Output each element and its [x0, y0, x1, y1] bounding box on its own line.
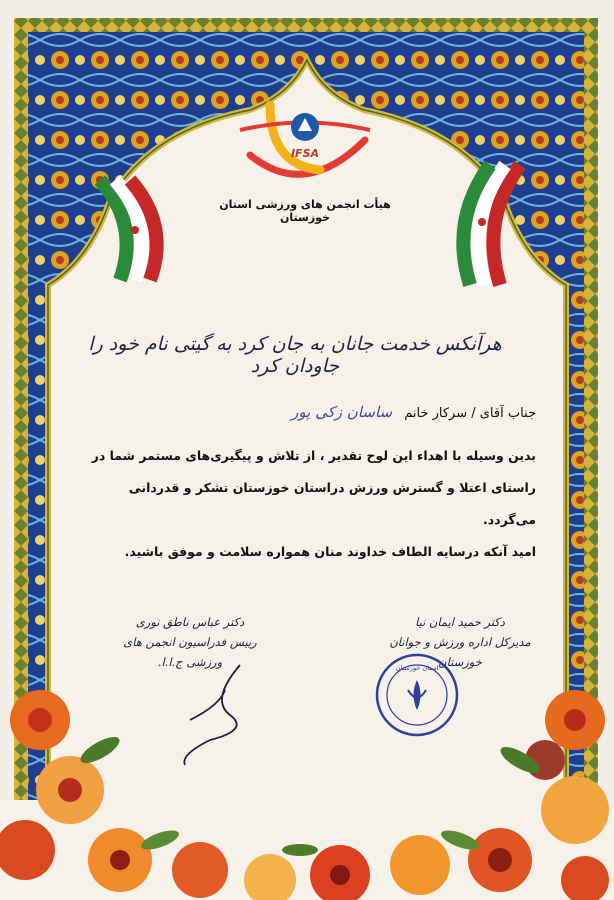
organization-title: هیأت انجمن های ورزشی استان خوزستان [219, 198, 391, 224]
signatory-right-name: دکتر حمید ایمان نیا [415, 615, 505, 629]
certificate-body [86, 440, 536, 568]
recipient-prefix: جناب آقای / سرکار خانم [404, 406, 536, 421]
signatory-left-title-1: رییس فدراسیون انجمن های [123, 635, 257, 649]
certificate-slogan: هرآنکس خدمت جانان به جان کرد به گیتی نام خود را جاودان کرد [88, 333, 502, 377]
recipient-line [106, 403, 536, 421]
flag-ribbon-left-icon [90, 175, 200, 285]
ifsa-logo [230, 85, 380, 195]
signatory-left-title-2: ورزشی ج.ا.ا. [157, 655, 223, 669]
signatory-left-name: دکتر عباس ناطق نوری [135, 615, 245, 629]
body-line-3: امید آنکه درسایه الطاف خداوند منان همواره سلامت و موفق باشید. [124, 544, 536, 559]
stamp-text: استان خوزستان [395, 664, 439, 672]
body-line-2: راستای اعتلا و گسترش ورزش دراستان خوزستان تشکر و قدردانی می‌گردد. [128, 480, 536, 527]
logo-text: IFSA [290, 147, 320, 160]
official-stamp [372, 650, 462, 740]
handwritten-signature-left [170, 660, 260, 770]
floral-decoration [0, 650, 614, 900]
signatory-right-title: مدیرکل اداره ورزش و جوانان خوزستان [389, 635, 531, 669]
flag-ribbon-right-icon [420, 160, 530, 290]
recipient-name: ساسان زکی پور [291, 403, 393, 421]
body-line-1: بدین وسیله با اهداء این لوح تقدیر ، از تلاش و پیگیری‌های مستمر شما در [91, 448, 536, 463]
